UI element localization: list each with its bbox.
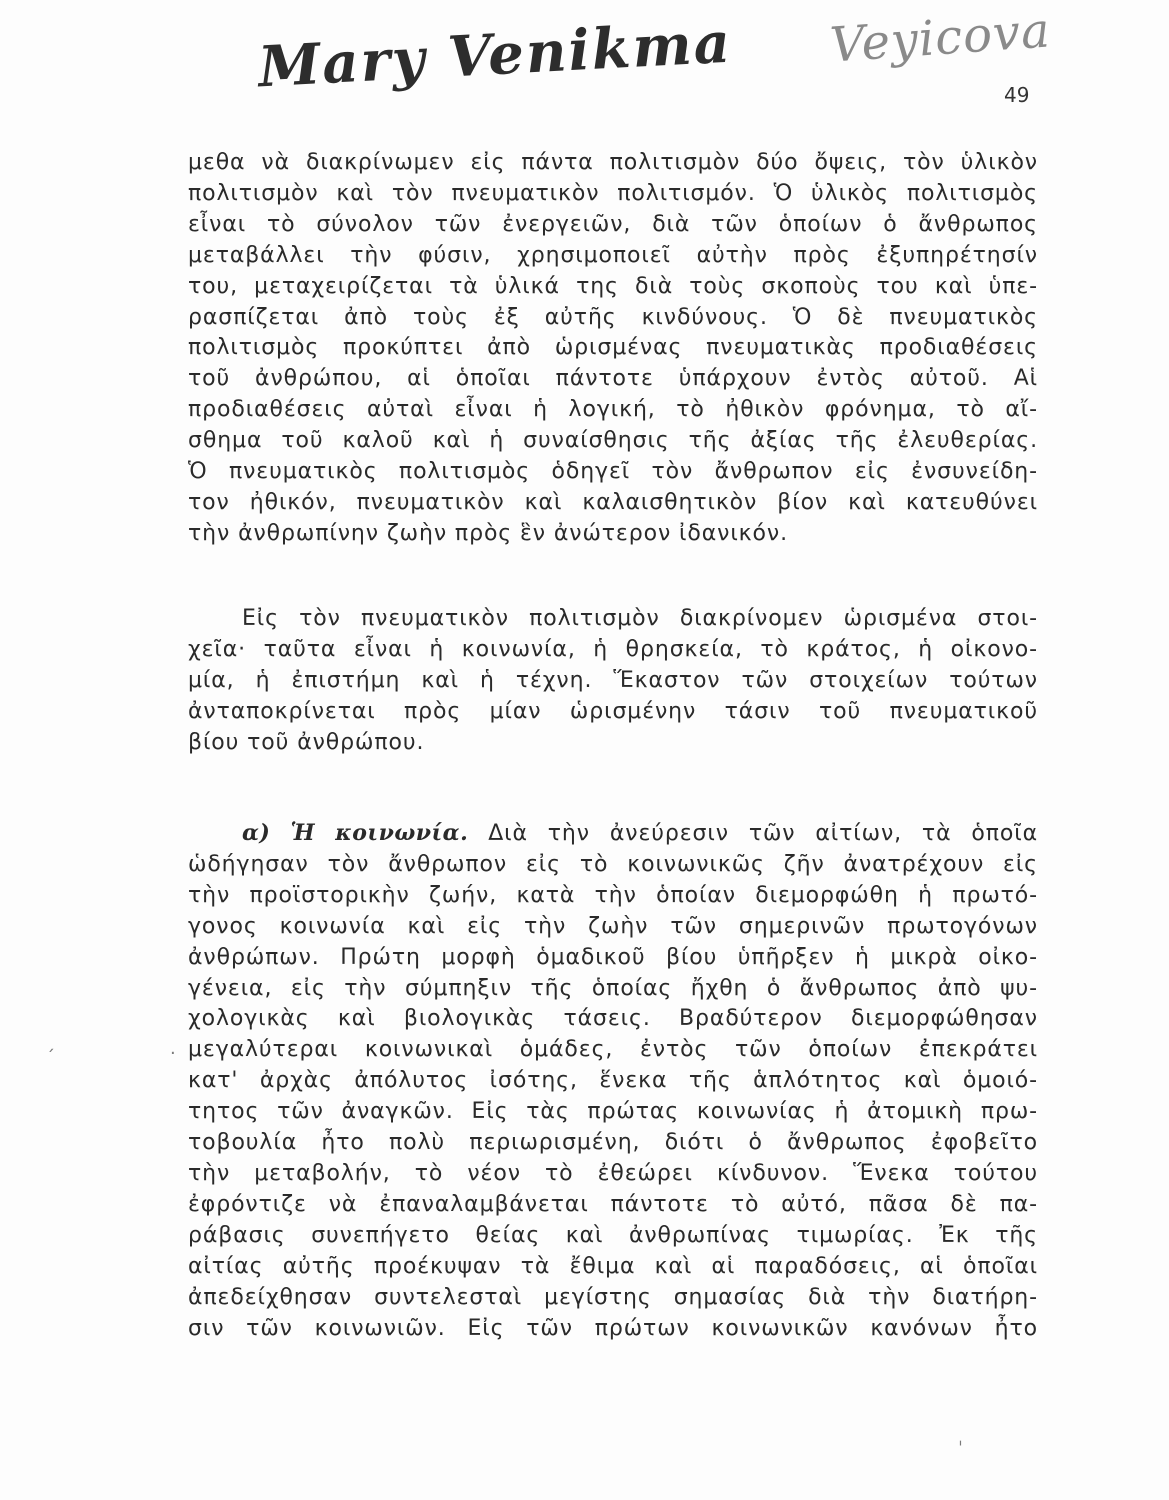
text-line: ἀνταποκρίνεται πρὸς μίαν ὡρισμένην τάσιν τοῦ πνευματικοῦ (188, 698, 1038, 724)
handwritten-surname: Veyicova (828, 2, 1053, 74)
text-line: ἐφρόντιζε νὰ ἐπαναλαμβάνεται πάντοτε τὸ αὐτό, πᾶσα δὲ πα- (188, 1191, 1038, 1217)
text-line: τὴν μεταβολήν, τὸ νέον τὸ ἐθεώρει κίνδυνον. Ἕνεκα τούτου (188, 1160, 1038, 1186)
page-number: 49 (1004, 83, 1030, 107)
text-line: του, μεταχειρίζεται τὰ ὑλικά της διὰ τοὺς σκοποὺς του καὶ ὑπε- (188, 273, 1038, 299)
text-line: ὡδήγησαν τὸν ἄνθρωπον εἰς τὸ κοινωνικῶς ζῆν ἀνατρέχουν εἰς (188, 851, 1038, 877)
text-line: τοβουλία ἦτο πολὺ περιωρισμένη, διότι ὁ ἄνθρωπος ἐφοβεῖτο (188, 1130, 1038, 1156)
section-first-line (188, 818, 1038, 850)
text-line: σιν τῶν κοινωνιῶν. Εἰς τῶν πρώτων κοινωνικῶν κανόνων ἦτο (188, 1315, 1038, 1341)
text-line: προδιαθέσεις αὐταὶ εἶναι ἡ λογική, τὸ ἠθικὸν φρόνημα, τὸ αἴ- (188, 397, 1038, 423)
text-line: μεγαλύτεραι κοινωνικαὶ ὁμάδες, ἐντὸς τῶν ὁποίων ἐπεκράτει (188, 1037, 1038, 1063)
text-line: τητος τῶν ἀναγκῶν. Εἰς τὰς πρώτας κοινωνίας ἡ ἀτομικὴ πρω- (188, 1099, 1038, 1125)
scan-speck: ˏ (46, 1032, 55, 1053)
text-line: Ὁ πνευματικὸς πολιτισμὸς ὁδηγεῖ τὸν ἄνθρωπον εἰς ἐνσυνείδη- (188, 459, 1038, 485)
text-line: μεθα νὰ διακρίνωμεν εἰς πάντα πολιτισμὸν δύο ὄψεις, τὸν ὑλικὸν (188, 150, 1038, 175)
text-line: εἶναι τὸ σύνολον τῶν ἐνεργειῶν, διὰ τῶν ὁποίων ὁ ἄνθρωπος (188, 211, 1038, 237)
text-line: βίου τοῦ ἀνθρώπου. (188, 729, 425, 755)
text-line: πολιτισμὸς προκύπτει ἀπὸ ὡρισμένας πνευματικὰς προδιαθέσεις (188, 335, 1038, 361)
text-line: γένεια, εἰς τὴν σύμπηξιν τῆς ὁποίας ἤχθη ὁ ἄνθρωπος ἀπὸ ψυ- (188, 975, 1038, 1001)
text-line: τὴν προϊστορικὴν ζωήν, κατὰ τὴν ὁποίαν διεμορφώθη ἡ πρωτό- (188, 882, 1038, 908)
text-line: κατ' ἀρχὰς ἀπόλυτος ἰσότης, ἕνεκα τῆς ἁπλότητος καὶ ὁμοιό- (188, 1068, 1038, 1094)
text-line: τὴν ἀνθρωπίνην ζωὴν πρὸς ἓν ἀνώτερον ἰδανικόν. (188, 520, 788, 546)
paragraph-3 (188, 818, 1038, 1344)
paragraph-2 (188, 604, 1038, 759)
text-line: ρασπίζεται ἀπὸ τοὺς ἐξ αὐτῆς κινδύνους. Ὁ δὲ πνευματικὸς (188, 304, 1038, 330)
text-line: μεταβάλλει τὴν φύσιν, χρησιμοποιεῖ αὐτὴν πρὸς ἐξυπηρέτησίν (188, 242, 1038, 268)
text-line: τοῦ ἀνθρώπου, αἱ ὁποῖαι πάντοτε ὑπάρχουν ἐντὸς αὐτοῦ. Αἱ (188, 366, 1038, 392)
section-heading: α) Ἡ κοινωνία. (242, 820, 469, 846)
text-line: σθημα τοῦ καλοῦ καὶ ἡ συναίσθησις τῆς ἀξίας τῆς ἐλευθερίας. (188, 428, 1038, 454)
text-line: ράβασις συνεπήγετο θείας καὶ ἀνθρωπίνας τιμωρίας. Ἐκ τῆς (188, 1222, 1038, 1248)
text-line: χεῖα· ταῦτα εἶναι ἡ κοινωνία, ἡ θρησκεία, τὸ κράτος, ἡ οἰκονο- (188, 636, 1038, 662)
section-first-line-text: Διὰ τὴν ἀνεύρεσιν τῶν αἰτίων, τὰ ὁποῖα (488, 821, 1038, 846)
text-line: μία, ἡ ἐπιστήμη καὶ ἡ τέχνη. Ἕκαστον τῶν στοιχείων τούτων (188, 667, 1038, 693)
text-line: γονος κοινωνία καὶ εἰς τὴν ζωὴν τῶν σημερινῶν πρωτογόνων (188, 913, 1038, 939)
paragraph-1 (188, 148, 1038, 550)
handwritten-name: Mary Venikma (256, 9, 734, 101)
text-line: τον ἠθικόν, πνευματικὸν καὶ καλαισθητικὸν βίον καὶ κατευθύνει (188, 489, 1038, 515)
scan-speck: ˈ (958, 1438, 963, 1459)
text-line: Εἰς τὸν πνευματικὸν πολιτισμὸν διακρίνομεν ὡρισμένα στοι- (242, 606, 1038, 631)
text-line: χολογικὰς καὶ βιολογικὰς τάσεις. Βραδύτερον διεμορφώθησαν (188, 1006, 1038, 1032)
text-line: αἰτίας αὐτῆς προέκυψαν τὰ ἔθιμα καὶ αἱ παραδόσεις, αἱ ὁποῖαι (188, 1253, 1038, 1279)
scan-speck: · (170, 1043, 176, 1064)
text-line: πολιτισμὸν καὶ τὸν πνευματικὸν πολιτισμόν. Ὁ ὑλικὸς πολιτισμὸς (188, 180, 1038, 206)
text-line: ἀνθρώπων. Πρώτη μορφὴ ὁμαδικοῦ βίου ὑπῆρξεν ἡ μικρὰ οἰκο- (188, 944, 1038, 970)
text-line: ἀπεδείχθησαν συντελεσταὶ μεγίστης σημασίας διὰ τὴν διατήρη- (188, 1284, 1038, 1310)
